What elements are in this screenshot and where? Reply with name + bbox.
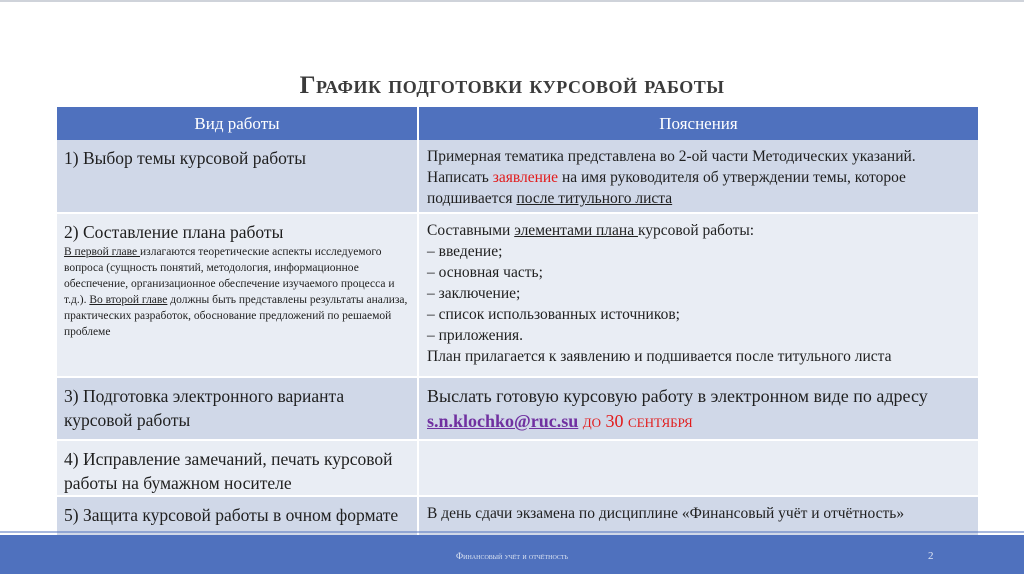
footer-course-name: Финансовый учёт и отчётность <box>456 551 568 561</box>
top-rule <box>0 0 1024 2</box>
row1-line1: Примерная тематика представлена во 2-ой части Методических указаний. <box>427 148 916 165</box>
page-number: 2 <box>928 550 934 562</box>
list-item: – приложения. <box>427 327 524 344</box>
row2-work-type: 2) Составление плана работы В первой главе излагаются теоретические аспекты исследуемого вопроса (сущность понятий, методология, информационное обеспечение, организационное обеспечение изучаемого процесса и т.д.). Во второй главе должны быть представлены результаты анализа, практических разработок, обоснование предложений по решаемой проблеме <box>57 214 419 378</box>
slide-title: График подготовки курсовой работы <box>299 72 725 99</box>
row2-note: В первой главе излагаются теоретические аспекты исследуемого вопроса (сущность понятий, методология, информационное обеспечение, организационное обеспечение изучаемого процесса и т.д.). Во второй главе должны быть представлены результаты анализа, практических разработок, обоснование предложений по решаемой проблеме <box>64 246 408 338</box>
row1-work-type: 1) Выбор темы курсовой работы <box>57 140 419 214</box>
list-item: – основная часть; <box>427 264 543 281</box>
schedule-table <box>57 107 978 553</box>
after-title-page: после титульного листа <box>516 190 673 207</box>
footer-divider <box>0 531 1024 533</box>
list-item: – введение; <box>427 243 503 260</box>
header-work-type: Вид работы <box>57 107 419 140</box>
list-item: – список использованных источников; <box>427 306 680 323</box>
row2-explanation: Составными элементами плана курсовой работы: – введение; – основная часть; – заключение; – список использованных источников; – приложения. План прилагается к заявлению и подшивается после титульного листа <box>419 214 978 378</box>
row5-explanation: В день сдачи экзамена по дисциплине «Финансовый учёт и отчётность» <box>419 497 978 553</box>
row4-explanation <box>419 441 978 497</box>
row4-work-type: 4) Исправление замечаний, печать курсовой работы на бумажном носителе <box>57 441 419 497</box>
row3-explanation: Выслать готовую курсовую работу в электронном виде по адресу s.n.klochko@ruc.su до 30 сентября <box>419 378 978 441</box>
deadline: до 30 сентября <box>578 411 693 431</box>
row1-explanation <box>419 140 978 214</box>
row1-line2: Написать заявление на имя руководителя об утверждении темы, которое подшивается после титульного листа <box>427 169 906 207</box>
row3-work-type: 3) Подготовка электронного варианта курсовой работы <box>57 378 419 441</box>
row2-plan-note: План прилагается к заявлению и подшивается после титульного листа <box>427 348 892 365</box>
table-row <box>57 378 978 441</box>
table-row <box>57 140 978 214</box>
statement-highlight: заявление <box>492 169 559 186</box>
header-explanations: Пояснения <box>419 107 978 140</box>
email-link[interactable]: s.n.klochko@ruc.su <box>427 411 579 431</box>
row5-work-type: 5) Защита курсовой работы в очном формате <box>57 497 419 553</box>
table-row <box>57 214 978 378</box>
list-item: – заключение; <box>427 285 521 302</box>
table-row <box>57 441 978 497</box>
